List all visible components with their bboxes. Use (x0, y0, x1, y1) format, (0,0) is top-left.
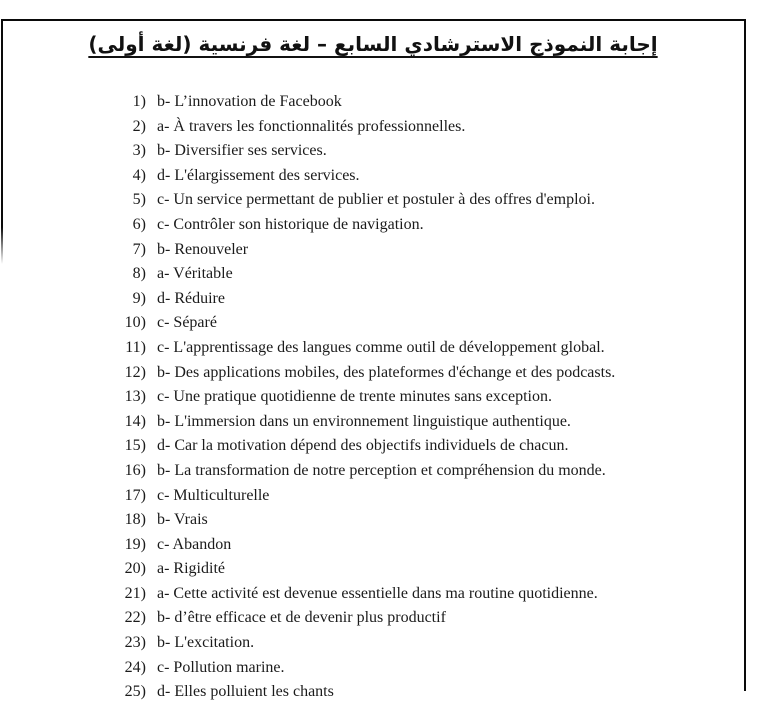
page-title: إجابة النموذج الاسترشادي السابع – لغة فرنسية (لغة أولى) (88, 32, 658, 56)
item-number: 2) (132, 117, 146, 135)
list-item (100, 238, 740, 263)
page-border-right (744, 19, 746, 691)
list-item (100, 287, 740, 312)
item-answer: a- Véritable (157, 265, 233, 283)
list-item (100, 361, 740, 386)
list-item (100, 139, 740, 164)
item-answer: d- L'élargissement des services. (157, 166, 360, 184)
list-item (100, 508, 740, 533)
item-answer: a- Rigidité (157, 560, 225, 578)
list-item (100, 484, 740, 509)
item-number: 25) (124, 683, 146, 701)
item-number: 3) (132, 142, 146, 160)
item-answer: b- Renouveler (157, 240, 249, 258)
item-number: 12) (124, 363, 146, 381)
item-answer: b- L’innovation de Facebook (157, 93, 342, 110)
item-number: 11) (125, 338, 146, 356)
item-answer: b- Vrais (157, 511, 208, 529)
item-answer: a- Cette activité est devenue essentielle dans ma routine quotidienne. (157, 584, 598, 602)
item-number: 5) (132, 191, 146, 209)
page-border-top (1, 19, 745, 21)
item-answer: c- Multiculturelle (157, 486, 270, 504)
item-answer: c- Pollution marine. (157, 658, 285, 676)
item-number: 24) (124, 658, 146, 676)
item-number: 15) (124, 437, 146, 455)
item-answer: b- L'excitation. (157, 634, 255, 652)
list-item (100, 557, 740, 582)
item-number: 16) (124, 461, 146, 479)
item-answer: c- Une pratique quotidienne de trente minutes sans exception. (157, 388, 552, 406)
item-answer: c- Séparé (157, 314, 217, 332)
item-answer: c- Contrôler son historique de navigation. (157, 215, 424, 233)
list-item (100, 336, 740, 361)
list-item (100, 164, 740, 189)
item-answer: b- Diversifier ses services. (157, 142, 327, 160)
item-answer: c- Un service permettant de publier et postuler à des offres d'emploi. (157, 191, 595, 209)
list-item (100, 385, 740, 410)
item-number: 8) (132, 265, 146, 283)
list-item (100, 434, 740, 459)
title-container (0, 29, 746, 59)
item-number: 19) (124, 535, 146, 553)
item-number: 6) (132, 215, 146, 233)
item-answer: d- Car la motivation dépend des objectifs individuels de chacun. (157, 437, 569, 455)
item-number: 9) (132, 289, 146, 307)
item-number: 14) (124, 412, 146, 430)
item-number: 23) (124, 634, 146, 652)
item-answer: a- À travers les fonctionnalités professionnelles. (157, 117, 466, 135)
list-item (100, 656, 740, 681)
item-number: 17) (124, 486, 146, 504)
list-item (100, 262, 740, 287)
item-number: 1) (132, 93, 146, 110)
list-item (100, 410, 740, 435)
list-item (100, 533, 740, 558)
item-answer: d- Réduire (157, 289, 225, 307)
item-answer: c- Abandon (157, 535, 232, 553)
item-number: 7) (132, 240, 146, 258)
list-item (100, 213, 740, 238)
list-item (100, 311, 740, 336)
list-item (100, 582, 740, 607)
list-item (100, 115, 740, 140)
item-number: 21) (124, 584, 146, 602)
item-answer: b- La transformation de notre perception et compréhension du monde. (157, 461, 606, 479)
item-number: 4) (132, 166, 146, 184)
list-item (100, 631, 740, 656)
item-number: 18) (124, 511, 146, 529)
list-item (100, 680, 740, 705)
item-answer: b- d’être efficace et de devenir plus productif (157, 609, 446, 627)
list-item (100, 459, 740, 484)
list-item (100, 90, 740, 115)
item-answer: c- L'apprentissage des langues comme outil de développement global. (157, 338, 605, 356)
item-number: 20) (124, 560, 146, 578)
item-number: 22) (124, 609, 146, 627)
answers-list (100, 90, 740, 705)
item-number: 13) (124, 388, 146, 406)
item-answer: d- Elles polluient les chants (157, 683, 334, 701)
item-answer: b- L'immersion dans un environnement linguistique authentique. (157, 412, 571, 430)
item-answer: b- Des applications mobiles, des plateformes d'échange et des podcasts. (157, 363, 616, 381)
list-item (100, 606, 740, 631)
item-number: 10) (124, 314, 146, 332)
list-item (100, 188, 740, 213)
